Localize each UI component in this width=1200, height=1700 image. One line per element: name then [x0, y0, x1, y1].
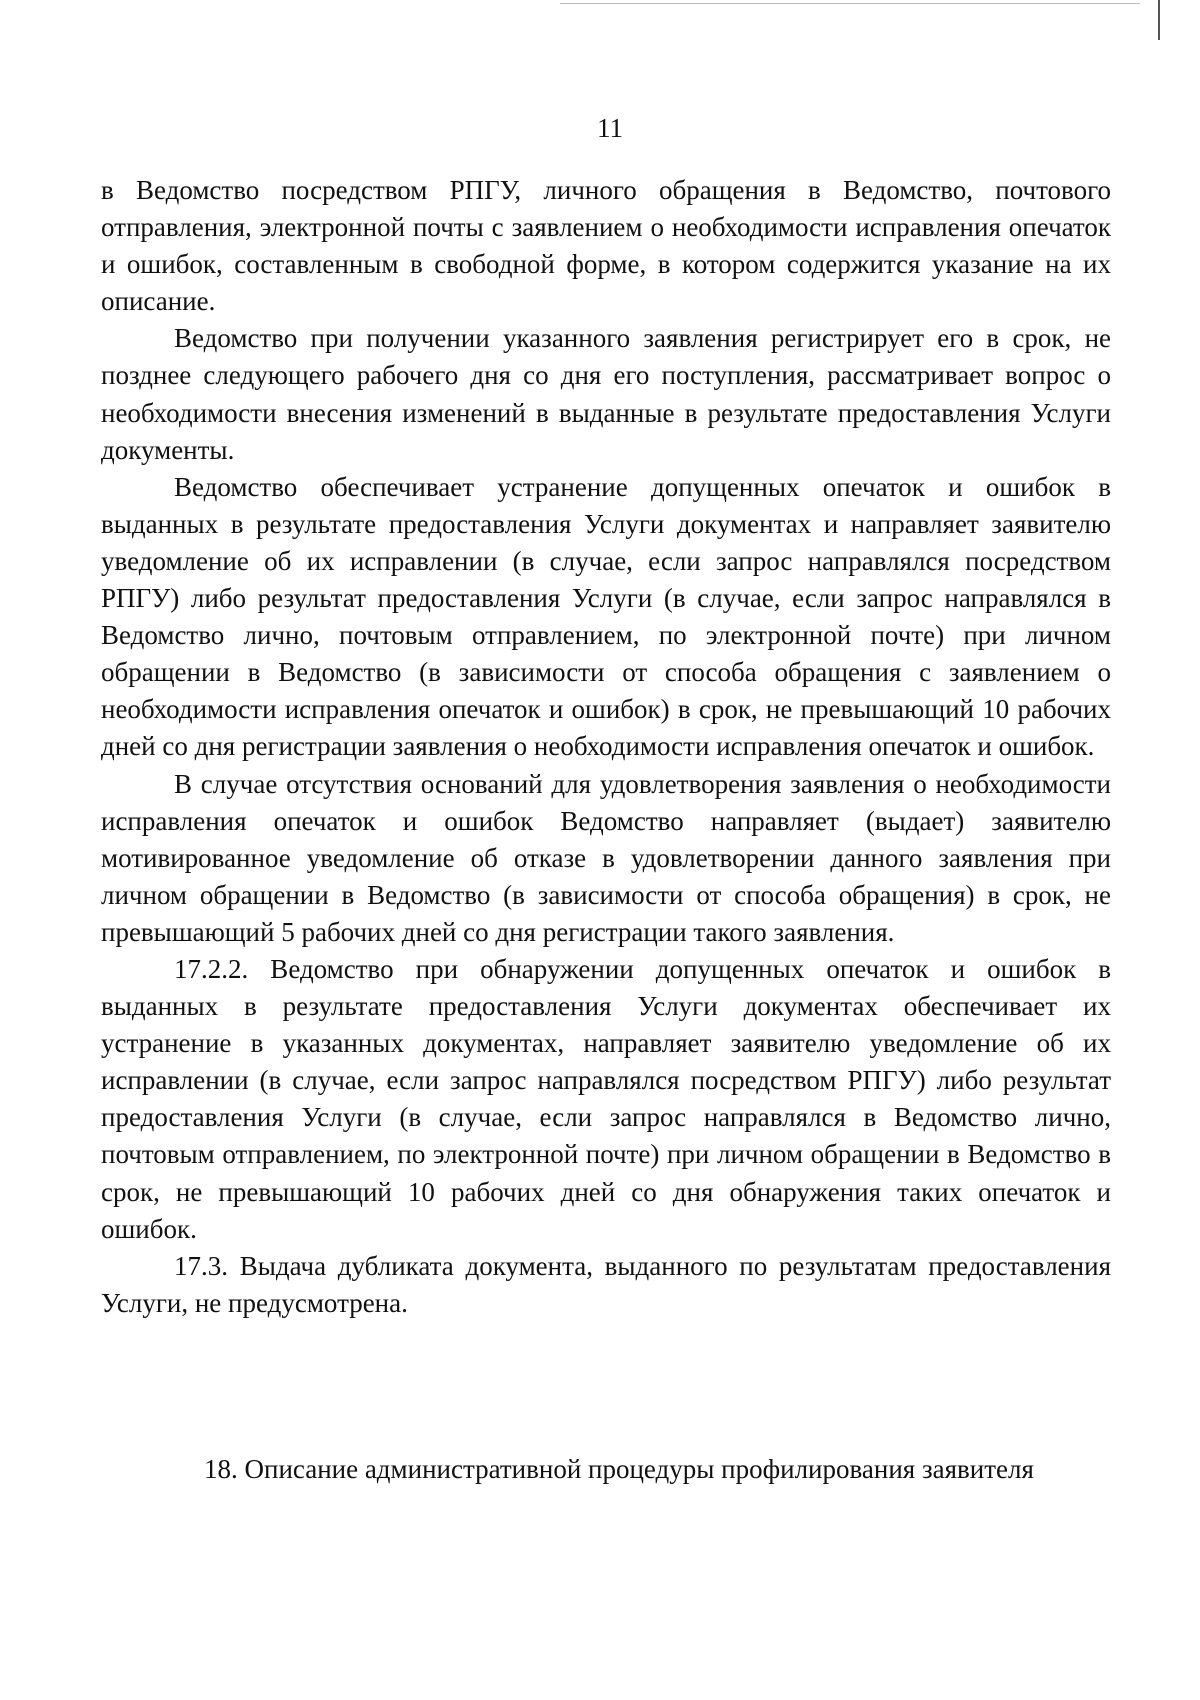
document-body	[101, 172, 1111, 1322]
paragraph: 17.3. Выдача дубликата документа, выданного по результатам предоставления Услуги, не предусмотрена.	[101, 1250, 1111, 1318]
scan-edge-right	[1158, 0, 1160, 40]
section-heading: 18. Описание административной процедуры профилирования заявителя	[204, 1454, 1034, 1484]
paragraph: В случае отсутствия оснований для удовлетворения заявления о необходимости исправления опечаток и ошибок Ведомство направляет (выдает) заявителю мотивированное уведомление об отказе в удовлетворении данного заявления при личном обращении в Ведомство (в зависимости от способа обращения) в срок, не превышающий 5 рабочих дней со дня регистрации такого заявления.	[101, 768, 1111, 947]
scan-edge-top	[560, 3, 1140, 4]
paragraph: Ведомство при получении указанного заявления регистрирует его в срок, не позднее следующего рабочего дня со дня его поступления, рассматривает вопрос о необходимости внесения изменений в выданные в результате предоставления Услуги документы.	[101, 323, 1111, 465]
paragraph: в Ведомство посредством РПГУ, личного обращения в Ведомство, почтового отправления, электронной почты с заявлением о необходимости исправления опечаток и ошибок, составленным в свободной форме, в котором содержится указание на их описание.	[101, 175, 1111, 317]
paragraph: Ведомство обеспечивает устранение допущенных опечаток и ошибок в выданных в результате предоставления Услуги документах и направляет заявителю уведомление об их исправлении (в случае, если запрос направлялся посредством РПГУ) либо результат предоставления Услуги (в случае, если запрос направлялся в Ведомство лично, почтовым отправлением, по электронной почте) при личном обращении в Ведомство (в зависимости от способа обращения с заявлением о необходимости исправления опечаток и ошибок) в срок, не превышающий 10 рабочих дней со дня регистрации заявления о необходимости исправления опечаток и ошибок.	[101, 471, 1111, 762]
page-number: 11	[597, 113, 623, 143]
paragraph: 17.2.2. Ведомство при обнаружении допущенных опечаток и ошибок в выданных в результате предоставления Услуги документах обеспечивает их устранение в указанных документах, направляет заявителю уведомление об их исправлении (в случае, если запрос направлялся посредством РПГУ) либо результат предоставления Услуги (в случае, если запрос направлялся в Ведомство лично, почтовым отправлением, по электронной почте) при личном обращении в Ведомство в срок, не превышающий 10 рабочих дней со дня обнаружения таких опечаток и ошибок.	[101, 953, 1111, 1244]
